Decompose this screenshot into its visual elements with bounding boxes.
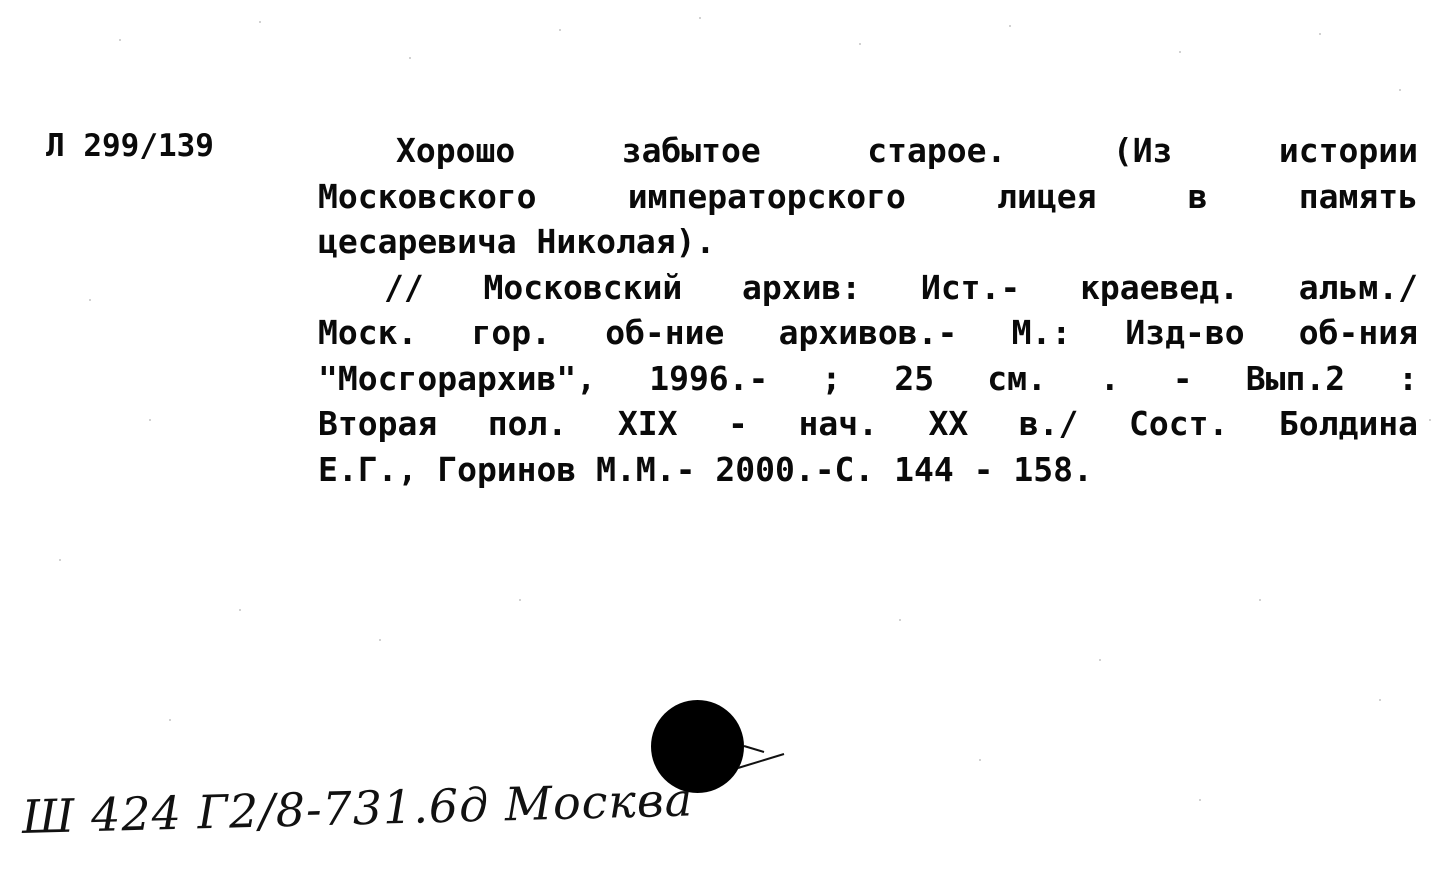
source-line: Е.Г., Горинов М.М.- 2000.-С. 144 - 158.: [318, 449, 1093, 489]
punch-hole-tick: [736, 738, 792, 778]
source-line: Вторая пол. XIX - нач. XX в./ Сост. Болдина: [318, 404, 1418, 443]
title-line: цесаревича Николая).: [318, 222, 716, 261]
source-line: // Московский архив: Ист.- краевед. альм./: [384, 267, 1418, 307]
title-line: Московского императорского лицея в память: [318, 176, 1418, 216]
call-number: Л 299/139: [46, 128, 214, 164]
bibliographic-entry: [318, 128, 1418, 492]
title-line: Хорошо забытое старое. (Из истории: [396, 131, 1418, 170]
source-line: Моск. гор. об-ние архивов.- М.: Изд-во об-ния: [318, 313, 1418, 352]
source-line: "Мосгорархив", 1996.- ; 25 см. . - Вып.2 :: [318, 358, 1418, 398]
handwritten-note: Ш 424 Г2/8-731.6д Москва: [21, 772, 694, 844]
